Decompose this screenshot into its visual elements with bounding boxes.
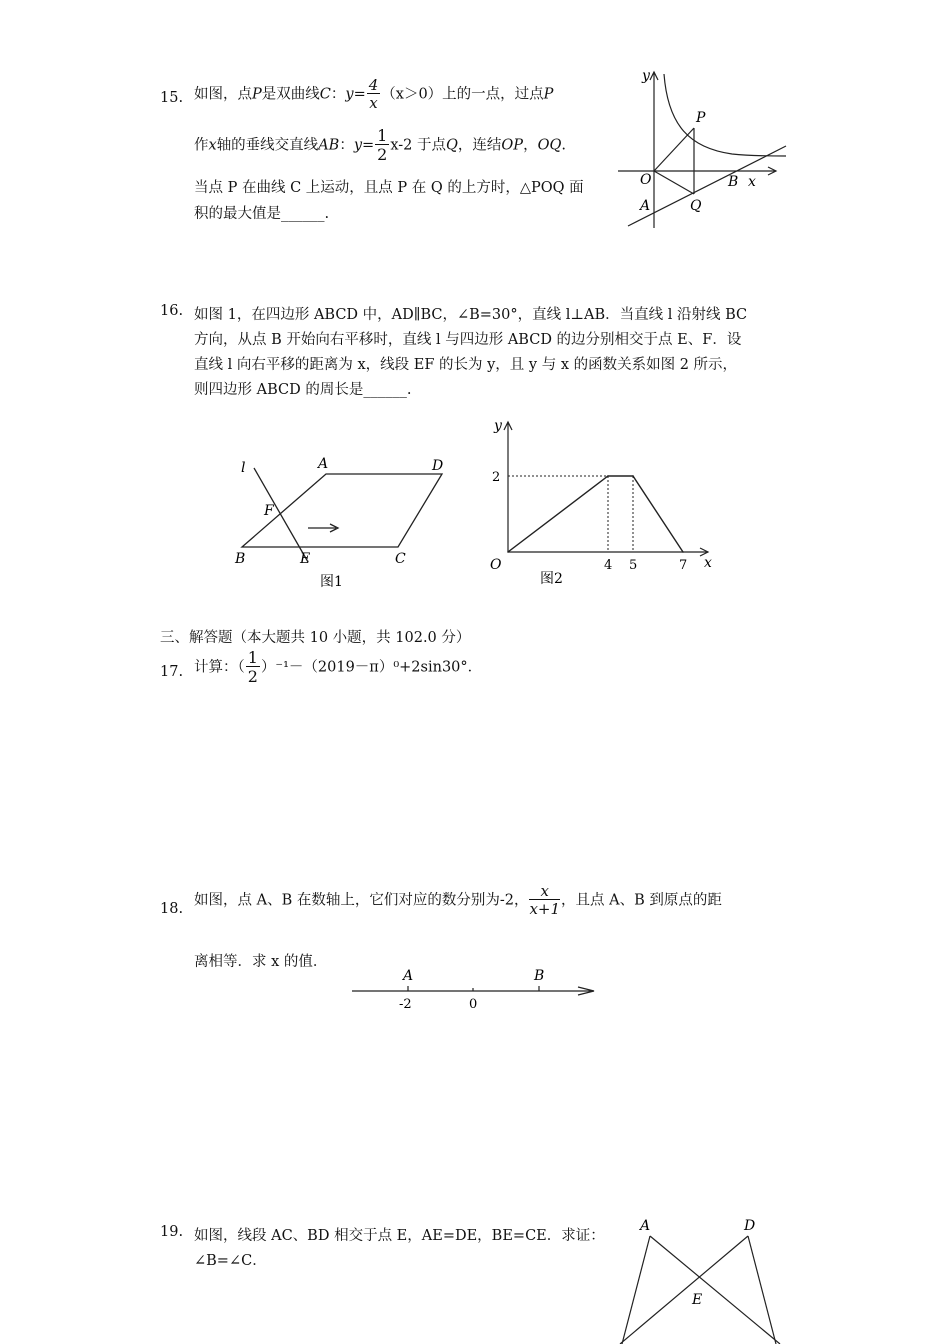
q18-label-minus2: -2 — [399, 997, 412, 1012]
q19-segment-bd — [620, 1236, 748, 1344]
q19-segment-ab — [622, 1236, 650, 1344]
q15-fraction2: $\frac{1}{2}$ — [377, 126, 388, 164]
q15-line4: 积的最大值是______. — [194, 206, 330, 222]
q15-label-a: A — [640, 198, 651, 214]
q19-label-a: A — [640, 1218, 651, 1234]
q15-fraction: $\frac{4}{x}$ — [368, 76, 379, 112]
q16-line3: 直线 l 向右平移的距离为 x，线段 EF 的长为 y，且 y 与 x 的函数关系如图 2 所示， — [194, 357, 738, 373]
q18-fraction: $\frac{x}{x+1}$ — [529, 882, 561, 918]
q16-figure1 — [228, 452, 454, 594]
q19-label-e: E — [692, 1292, 703, 1308]
chart-point — [682, 551, 684, 553]
q16-fig1-label-c: C — [395, 551, 406, 567]
q16-fig1-label-l: l — [241, 460, 246, 476]
chart-point — [507, 551, 509, 553]
chart-origin-label: O — [490, 557, 502, 573]
q16-line1: 如图 1，在四边形 ABCD 中，AD∥BC，∠B=30°，直线 l⊥AB．当直线 l 沿射线 BC — [194, 307, 748, 323]
chart-x-label: x — [704, 555, 712, 571]
q18-label-zero: 0 — [469, 997, 478, 1012]
q18-number-line — [346, 964, 606, 1016]
q16-figure2-chart — [482, 412, 722, 592]
q18-number: 18. — [160, 901, 184, 917]
q15-label-q: Q — [690, 198, 702, 214]
q16-fig1-caption: 图1 — [320, 574, 343, 590]
q17-fraction: $\frac{1}{2}$ — [247, 648, 258, 686]
q17-expression: 计算：（ $\frac{1}{2}$ ）⁻¹－（2019－π）⁰+2sin30°． — [194, 648, 483, 686]
q19-line2: ∠B=∠C． — [194, 1253, 267, 1269]
q18-label-b: B — [534, 968, 545, 984]
q19-segment-ac — [650, 1236, 780, 1344]
q16-line2: 方向，从点 B 开始向右平移时，直线 l 与四边形 ABCD 的边分别相交于点 E、F．设 — [194, 332, 742, 348]
q19-line1: 如图，线段 AC、BD 相交于点 E，AE=DE，BE=CE．求证： — [194, 1228, 605, 1244]
chart-series-line — [508, 476, 683, 552]
chart-x-tick-label: 4 — [604, 558, 613, 573]
q16-line4: 则四边形 ABCD 的周长是______. — [194, 382, 412, 398]
chart-x-tick-label: 5 — [629, 558, 638, 573]
chart-y-tick-label: 2 — [492, 470, 501, 485]
chart-x-tick-label: 7 — [679, 558, 688, 573]
q15-line2: 作x轴的垂线交直线AB：y= $\frac{1}{2}$ x-2 于点Q，连结OP，OQ. — [194, 126, 566, 164]
q19-figure — [600, 1210, 800, 1344]
q15-segment-op — [654, 128, 694, 171]
q18-line2: 离相等．求 x 的值． — [194, 954, 328, 970]
chart-y-label: y — [494, 418, 502, 434]
q15-number: 15. — [160, 90, 184, 106]
q15-segment-oq — [654, 171, 694, 194]
q15-label-b: B — [728, 174, 739, 190]
q15-label-o: O — [640, 172, 652, 188]
q16-fig1-label-f: F — [264, 503, 274, 519]
chart-point — [607, 475, 609, 477]
chart-caption: 图2 — [540, 571, 563, 587]
q16-number: 16. — [160, 303, 184, 319]
q19-segment-dc — [748, 1236, 776, 1344]
section3-title: 三、解答题（本大题共 10 小题，共 102.0 分） — [160, 630, 471, 646]
q15-label-x: x — [748, 174, 756, 190]
q19-label-d: D — [744, 1218, 756, 1234]
q15-label-y: y — [642, 68, 650, 84]
q15-label-p: P — [696, 110, 706, 126]
q17-number: 17. — [160, 664, 184, 680]
q16-fig1-label-a: A — [318, 456, 329, 472]
q15-line-ab — [628, 146, 786, 226]
q15-line1: 如图，点P是双曲线C：y= $\frac{4}{x}$ （x＞0）上的一点，过点P — [194, 76, 554, 112]
q16-fig1-label-e: E — [300, 551, 311, 567]
q15-hyperbola-curve — [664, 74, 786, 156]
q16-line-l — [254, 468, 308, 562]
q19-number: 19. — [160, 1224, 184, 1240]
q18-label-a: A — [403, 968, 414, 984]
q15-figure — [612, 66, 792, 232]
q16-fig1-label-d: D — [432, 458, 444, 474]
chart-point — [632, 475, 634, 477]
q18-line1: 如图，点 A、B 在数轴上，它们对应的数分别为-2， $\frac{x}{x+1}$ ，且点 A、B 到原点的距 — [194, 882, 722, 918]
q16-fig1-label-b: B — [235, 551, 246, 567]
q15-line3: 当点 P 在曲线 C 上运动，且点 P 在 Q 的上方时，△POQ 面 — [194, 180, 584, 196]
